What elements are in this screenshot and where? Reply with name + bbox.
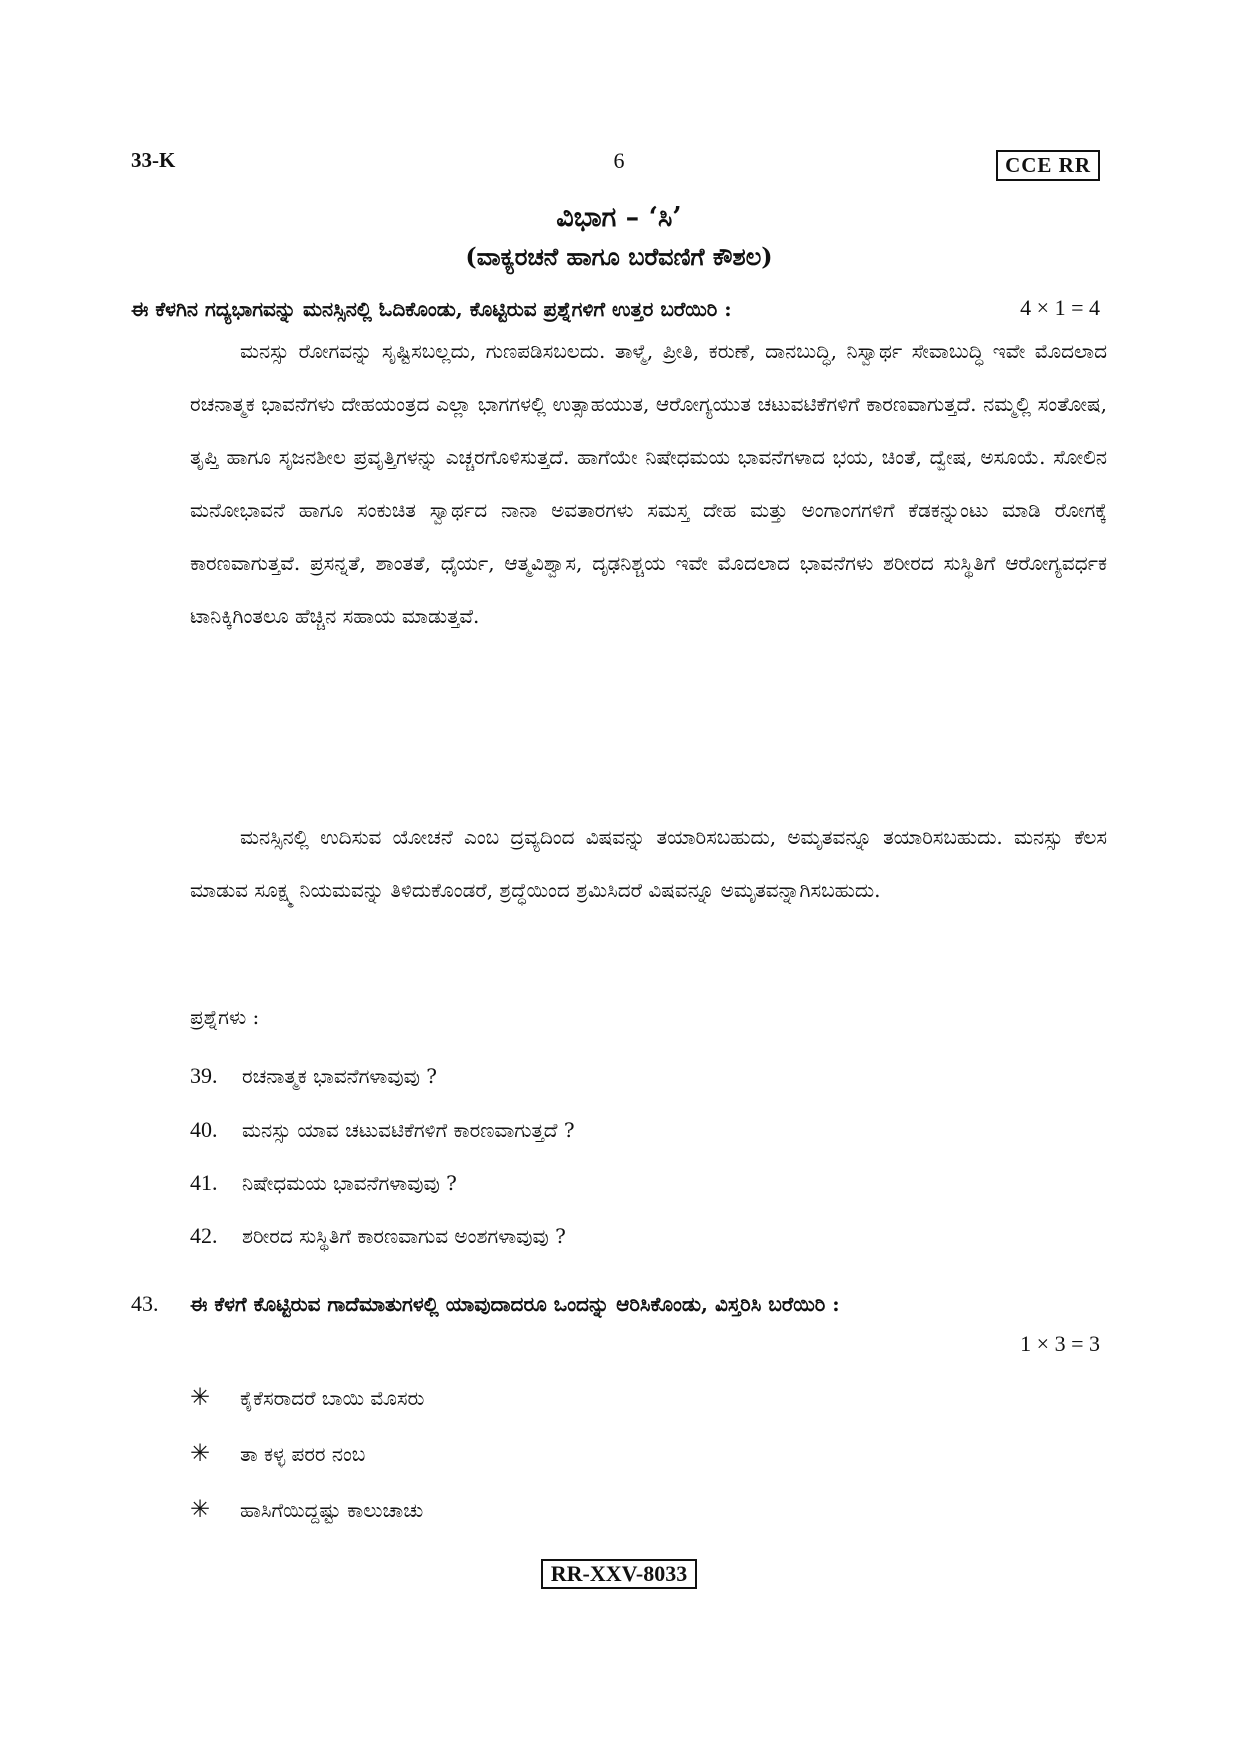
proverb-1 — [190, 1383, 424, 1411]
passage-paragraph-2: ಮನಸ್ಸಿನಲ್ಲಿ ಉದಿಸುವ ಯೋಚನೆ ಎಂಬ ದ್ರವ್ಯದಿಂದ ವಿಷವನ್ನು ತಯಾರಿಸಬಹುದು, ಅಮೃತವನ್ನೂ ತಯಾರಿಸಬಹುದು. ಮನಸ್ಸು ಕೆಲಸ ಮಾಡುವ ಸೂಕ್ಷ್ಮ ನಿಯಮವನ್ನು ತಿಳಿದುಕೊಂಡರೆ, ಶ್ರದ್ಧೆಯಿಂದ ಶ್ರಮಿಸಿದರೆ ವಿಷವನ್ನೂ ಅಮೃತವನ್ನಾಗಿಸಬಹುದು. — [190, 825, 1107, 902]
questions-heading: ಪ್ರಶ್ನೆಗಳು : — [190, 1005, 260, 1029]
question-text: ನಿಷೇಧಮಯ ಭಾವನೆಗಳಾವುವು ? — [242, 1171, 457, 1195]
instruction-text: ಈ ಕೆಳಗಿನ ಗದ್ಯಭಾಗವನ್ನು ಮನಸ್ಸಿನಲ್ಲಿ ಓದಿಕೊಂಡು, ಕೊಟ್ಟಿರುವ ಪ್ರಶ್ನೆಗಳಿಗೆ ಉತ್ತರ ಬರೆಯಿರಿ : — [131, 297, 732, 321]
question-39 — [190, 1063, 437, 1089]
asterisk-bullet-icon: ✳ — [190, 1495, 211, 1523]
question-text: ಶರೀರದ ಸುಸ್ಥಿತಿಗೆ ಕಾರಣವಾಗುವ ಅಂಶಗಳಾವುವು ? — [242, 1224, 566, 1248]
proverb-text: ತಾ ಕಳ್ಳ ಪರರ ನಂಬ — [240, 1442, 366, 1466]
question-number: 41. — [190, 1170, 218, 1195]
question-43-marks: 1 × 3 = 3 — [1020, 1331, 1100, 1356]
question-number: 43. — [131, 1291, 159, 1316]
proverb-text: ಕೈಕೆಸರಾದರೆ ಬಾಯಿ ಮೊಸರು — [240, 1386, 425, 1410]
proverb-text: ಹಾಸಿಗೆಯಿದ್ದಷ್ಟು ಕಾಲುಚಾಚು — [240, 1498, 424, 1522]
question-43 — [131, 1282, 1103, 1326]
section-subtitle: (ವಾಕ್ಯರಚನೆ ಹಾಗೂ ಬರೆವಣಿಗೆ ಕೌಶಲ) — [465, 242, 773, 271]
question-43-text: ಈ ಕೆಳಗೆ ಕೊಟ್ಟಿರುವ ಗಾದೆಮಾತುಗಳಲ್ಲಿ ಯಾವುದಾದರೂ ಒಂದನ್ನು ಆರಿಸಿಕೊಂಡು, ವಿಸ್ತರಿಸಿ ಬರೆಯಿರಿ : — [190, 1292, 840, 1316]
cce-tag: CCE RR — [996, 150, 1100, 181]
paper-code: 33-K — [131, 148, 176, 172]
question-number: 40. — [190, 1117, 218, 1142]
question-text: ಮನಸ್ಸು ಯಾವ ಚಟುವಟಿಕೆಗಳಿಗೆ ಕಾರಣವಾಗುತ್ತದೆ ? — [242, 1118, 575, 1142]
passage-paragraph-1: ಮನಸ್ಸು ರೋಗವನ್ನು ಸೃಷ್ಟಿಸಬಲ್ಲದು, ಗುಣಪಡಿಸಬಲದು. ತಾಳ್ಮೆ, ಪ್ರೀತಿ, ಕರುಣೆ, ದಾನಬುದ್ಧಿ, ನಿಸ್ವಾರ್ಥ ಸೇವಾಬುದ್ಧಿ ಇವೇ ಮೊದಲಾದ ರಚನಾತ್ಮಕ ಭಾವನೆಗಳು ದೇಹಯಂತ್ರದ ಎಲ್ಲಾ ಭಾಗಗಳಲ್ಲಿ ಉತ್ಸಾಹಯುತ, ಆರೋಗ್ಯಯುತ ಚಟುವಟಿಕೆಗಳಿಗೆ ಕಾರಣವಾಗುತ್ತದೆ. ನಮ್ಮಲ್ಲಿ ಸಂತೋಷ, ತೃಪ್ತಿ ಹಾಗೂ ಸೃಜನಶೀಲ ಪ್ರವೃತ್ತಿಗಳನ್ನು ಎಚ್ಚರಗೊಳಿಸುತ್ತದೆ. ಹಾಗೆಯೇ ನಿಷೇಧಮಯ ಭಾವನೆಗಳಾದ ಭಯ, ಚಿಂತೆ, ದ್ವೇಷ, ಅಸೂಯೆ. ಸೋಲಿನ ಮನೋಭಾವನೆ ಹಾಗೂ ಸಂಕುಚಿತ ಸ್ವಾರ್ಥದ ನಾನಾ ಅವತಾರಗಳು ಸಮಸ್ತ ದೇಹ ಮತ್ತು ಅಂಗಾಂಗಗಳಿಗೆ ಕೆಡಕನ್ನುಂಟು ಮಾಡಿ ರೋಗಕ್ಕೆ ಕಾರಣವಾಗುತ್ತವೆ. ಪ್ರಸನ್ನತೆ, ಶಾಂತತೆ, ಧೈರ್ಯ, ಆತ್ಮವಿಶ್ವಾಸ, ದೃಢನಿಶ್ಚಯ ಇವೇ ಮೊದಲಾದ ಭಾವನೆಗಳು ಶರೀರದ ಸುಸ್ಥಿತಿಗೆ ಆರೋಗ್ಯವರ್ಧಕ ಟಾನಿಕ್ಕಿಗಿಂತಲೂ ಹೆಚ್ಚಿನ ಸಹಾಯ ಮಾಡುತ್ತವೆ. — [190, 339, 1107, 628]
proverb-3 — [190, 1495, 423, 1523]
question-number: 39. — [190, 1063, 218, 1088]
footer — [0, 1559, 1238, 1589]
instruction-marks: 4 × 1 = 4 — [1020, 295, 1100, 320]
footer-code: RR-XXV-8033 — [541, 1559, 697, 1589]
page-number: 6 — [613, 148, 625, 173]
asterisk-bullet-icon: ✳ — [190, 1383, 211, 1411]
question-40 — [190, 1117, 575, 1143]
question-41 — [190, 1170, 457, 1196]
section-title: ವಿಭಾಗ – ‘ಸಿ’ — [556, 202, 682, 233]
question-number: 42. — [190, 1223, 218, 1248]
question-42 — [190, 1223, 566, 1249]
proverb-2 — [190, 1439, 365, 1467]
asterisk-bullet-icon: ✳ — [190, 1439, 211, 1467]
question-text: ರಚನಾತ್ಮಕ ಭಾವನೆಗಳಾವುವು ? — [242, 1064, 437, 1088]
